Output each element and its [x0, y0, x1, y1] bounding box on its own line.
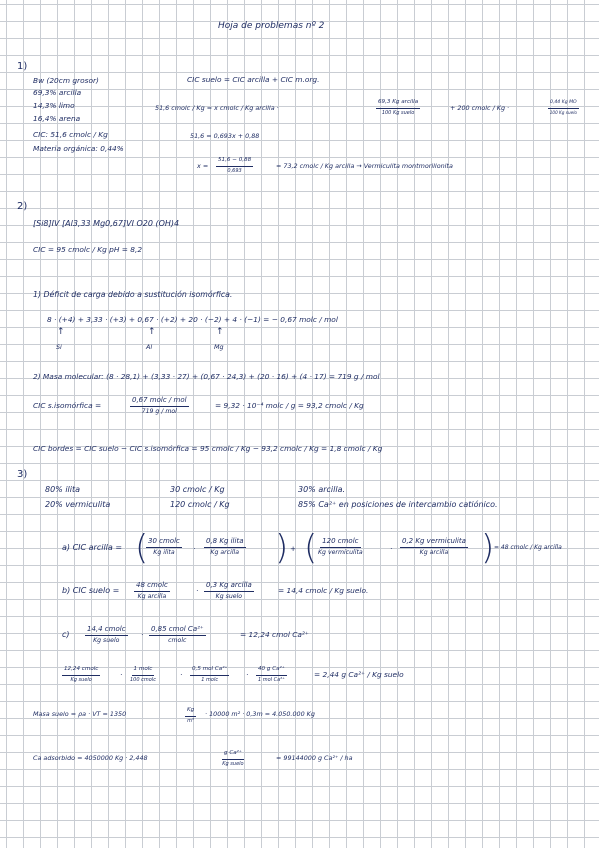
- multiply-dot: ·: [141, 630, 144, 639]
- p3-b-result: = 14,4 cmolc / Kg suelo.: [278, 586, 369, 595]
- arrow-up-icon: ↑: [57, 327, 65, 337]
- p1-data-line: Materia orgánica: 0,44%: [33, 144, 124, 153]
- p1-fraction-x: [216, 158, 253, 174]
- fraction-denominator: Kg suelo: [93, 637, 120, 644]
- fraction-denominator: 100 cmolc: [130, 676, 156, 683]
- fraction-numerator: 0,67 molc / mol: [130, 397, 189, 407]
- p1-equation-mo-term: + 200 cmolc / Kg ·: [450, 104, 510, 112]
- fraction-numerator: g Ca²⁺: [222, 751, 244, 760]
- p1-solution-x-label: x =: [197, 162, 209, 170]
- p3-c-label: c): [62, 630, 70, 639]
- arrow-up-icon: ↑: [148, 327, 156, 337]
- p3-c-fraction: [256, 667, 287, 683]
- p2-cic-iso-result: = 9,32 · 10⁻⁴ molc / g = 93,2 cmolc / Kg: [215, 401, 364, 410]
- multiply-dot: ·: [196, 586, 199, 595]
- close-paren-icon: ): [275, 528, 289, 568]
- p3-arcilla-percent: 30% arcilla.: [298, 485, 346, 494]
- fraction-numerator: 69,3 Kg arcilla: [376, 100, 420, 109]
- p2-cic-ph: CIC = 95 cmolc / Kg pH = 8,2: [33, 245, 143, 254]
- p1-data-line: 16,4% arena: [33, 114, 81, 123]
- open-paren-icon: (: [304, 528, 318, 568]
- p2-fraction-iso: [130, 397, 189, 415]
- p3-ilita-percent: 80% ilita: [45, 485, 81, 494]
- fraction-numerator: 12,24 cmolc: [62, 667, 100, 676]
- p1-data-line: CIC: 51,6 cmolc / Kg: [33, 130, 108, 139]
- multiply-dot: ·: [180, 670, 183, 679]
- fraction-denominator: Kg arcilla: [137, 593, 167, 600]
- p3-c-result-1: = 12,24 cmol Ca²⁺: [240, 630, 309, 639]
- p3-c-fraction: [190, 667, 229, 683]
- fraction-denominator: 719 g / mol: [141, 408, 177, 415]
- p3-soil-mass-label: Masa suelo = ρa · VT = 1350: [33, 710, 127, 718]
- p3-a-fraction: [318, 538, 363, 556]
- fraction-denominator: cmolc: [168, 637, 187, 644]
- plus-sign: +: [290, 544, 297, 553]
- fraction-denominator: Kg suelo: [222, 760, 244, 767]
- p1-data-line: 14,3% limo: [33, 101, 75, 110]
- fraction-denominator: Kg ilita: [153, 549, 175, 556]
- fraction-denominator: 1 mol Ca²⁺: [257, 676, 285, 683]
- arrow-up-icon: ↑: [216, 327, 224, 337]
- p3-a-result: = 48 cmolc / Kg arcilla: [494, 544, 562, 551]
- p3-c-fraction: [62, 667, 100, 683]
- p2-charge-equation: 8 · (+4) + 3,33 · (+3) + 0,67 · (+2) + 20 · (−2) + 4 · (−1) = − 0,67 molc / mol: [47, 315, 338, 324]
- multiply-dot: ·: [390, 544, 393, 553]
- p3-density-unit: [185, 708, 196, 724]
- p2-label-si: Si: [56, 343, 62, 351]
- p3-ca-unit-fraction: [222, 751, 244, 767]
- p3-c-fraction: [85, 626, 128, 644]
- p3-b-fraction: [134, 582, 170, 600]
- p2-cic-bordes: CIC bordes = CIC suelo − CIC s.isomórfica = 95 cmolc / Kg − 93,2 cmolc / Kg = 1,8 cmolc / Kg: [33, 444, 383, 453]
- p1-fraction-arcilla: [376, 100, 420, 116]
- page-title: Hoja de problemas nº 2: [218, 21, 325, 31]
- fraction-denominator: Kg arcilla: [210, 549, 240, 556]
- fraction-denominator: 1 molc: [201, 676, 219, 683]
- fraction-denominator: 100 Kg suelo: [549, 109, 577, 115]
- p3-a-label: a) CIC arcilla =: [62, 543, 123, 552]
- p3-a-fraction: [204, 538, 246, 556]
- multiply-dot: ·: [120, 670, 123, 679]
- fraction-numerator: 0,2 Kg vermiculita: [400, 538, 468, 548]
- p3-b-fraction: [204, 582, 254, 600]
- p3-calcium-exchange: 85% Ca²⁺ en posiciones de intercambio catiónico.: [298, 500, 498, 509]
- fraction-denominator: 100 Kg suelo: [381, 109, 415, 116]
- fraction-numerator: 40 g Ca²⁺: [256, 667, 287, 676]
- fraction-numerator: 1 molc: [132, 667, 155, 676]
- p1-data-line: 69,3% arcilla: [33, 88, 82, 97]
- multiply-dot: ·: [246, 670, 249, 679]
- p1-equation-cic: CIC suelo = CIC arcilla + CIC m.org.: [187, 75, 320, 84]
- fraction-numerator: 0,8 Kg ilita: [204, 538, 246, 548]
- p3-c-fraction: [149, 626, 206, 644]
- fraction-numerator: 0,3 Kg arcilla: [204, 582, 254, 592]
- p3-vermiculita-percent: 20% vermiculita: [45, 500, 111, 509]
- p3-ilita-cic: 30 cmolc / Kg: [170, 485, 225, 494]
- p1-equation-expanded: 51,6 cmolc / Kg = x cmolc / Kg arcilla ·: [155, 104, 279, 112]
- fraction-numerator: 0,85 cmol Ca²⁺: [149, 626, 206, 636]
- p3-b-label: b) CIC suelo =: [62, 586, 120, 595]
- fraction-denominator: Kg suelo: [215, 593, 243, 600]
- fraction-numerator: Kg: [185, 708, 196, 717]
- p1-equation-simplified: 51,6 = 0,693x + 0,88: [190, 132, 260, 140]
- p1-solution-result: = 73,2 cmolc / Kg arcilla → Vermiculita montmorillonita: [276, 162, 453, 170]
- p3-c-result-2: = 2,44 g Ca²⁺ / Kg suelo: [314, 670, 404, 679]
- p2-label-mg: Mg: [214, 343, 224, 351]
- p2-cic-iso-label: CIC s.isomórfica =: [33, 401, 102, 410]
- fraction-numerator: 0,5 mol Ca²⁺: [190, 667, 229, 676]
- p2-mineral-formula: [Si8]IV [Al3,33 Mg0,67]VI O20 (OH)4: [33, 219, 180, 228]
- p2-label-al: Al: [146, 343, 153, 351]
- fraction-numerator: 120 cmolc: [320, 538, 360, 548]
- fraction-denominator: Kg suelo: [70, 676, 92, 683]
- p3-vermiculita-cic: 120 cmolc / Kg: [170, 500, 230, 509]
- open-paren-icon: (: [135, 528, 149, 568]
- multiply-dot: ·: [193, 544, 196, 553]
- p3-a-fraction: [146, 538, 182, 556]
- fraction-numerator: 51,6 − 0,88: [216, 158, 253, 167]
- p3-c-fraction: [130, 667, 156, 683]
- fraction-numerator: 48 cmolc: [134, 582, 170, 592]
- problem-3-number: 3): [17, 469, 28, 480]
- fraction-denominator: Kg vermiculita: [318, 549, 363, 556]
- fraction-denominator: 0,693: [227, 167, 242, 174]
- p3-a-fraction: [400, 538, 468, 556]
- fraction-numerator: 0,44 Kg MO: [548, 101, 579, 109]
- p2-molecular-mass: 2) Masa molecular: (8 · 28,1) + (3,33 · 27) + (0,67 · 24,3) + (20 · 16) + (4 · 17) = 719 g / mol: [33, 372, 380, 381]
- p2-section-1-title: 1) Déficit de carga debido a sustitución isomórfica.: [33, 290, 233, 299]
- p1-data-line: Bw (20cm grosor): [33, 76, 99, 85]
- fraction-denominator: m³: [187, 717, 195, 724]
- p3-ca-adsorbed-label: Ca adsorbido = 4050000 Kg · 2,448: [33, 754, 148, 762]
- close-paren-icon: ): [481, 528, 495, 568]
- p3-soil-mass-result: · 10000 m² · 0,3m = 4.050.000 Kg: [205, 710, 315, 718]
- p3-ca-adsorbed-result: = 99144000 g Ca²⁺ / ha: [276, 754, 353, 762]
- problem-2-number: 2): [17, 201, 28, 212]
- problem-1-number: 1): [17, 61, 28, 72]
- p1-fraction-mo: [548, 101, 579, 115]
- fraction-numerator: 14,4 cmolc: [85, 626, 128, 636]
- fraction-numerator: 30 cmolc: [146, 538, 182, 548]
- fraction-denominator: Kg arcilla: [419, 549, 449, 556]
